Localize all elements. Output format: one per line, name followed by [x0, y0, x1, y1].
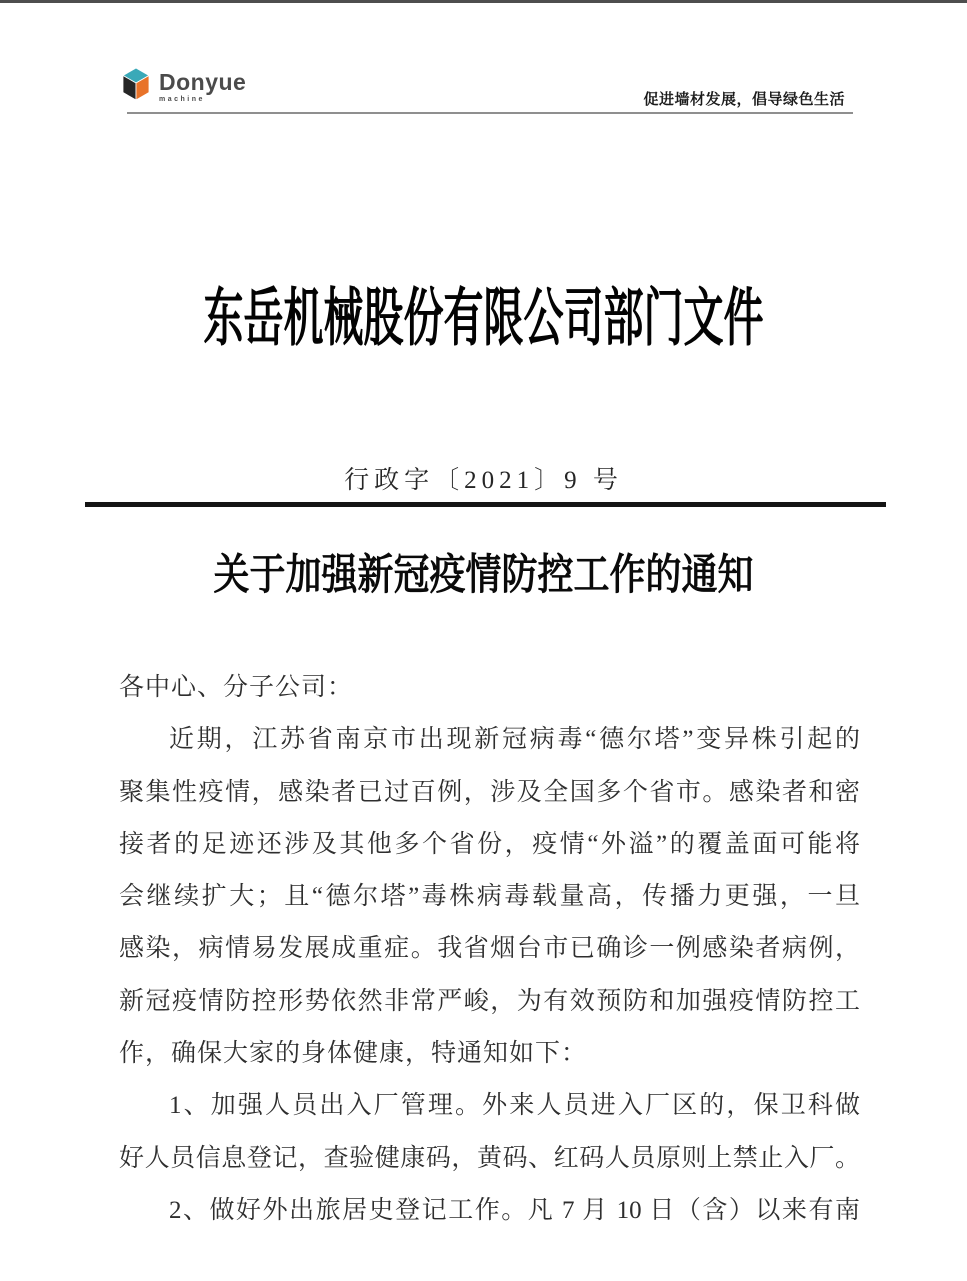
header-divider-line [127, 112, 853, 114]
body-line: 2、做好外出旅居史登记工作。凡 7 月 10 日（含）以来有南 [169, 1196, 860, 1224]
body-line: 会继续扩大；且“德尔塔”毒株病毒载量高，传播力更强，一旦 [119, 883, 860, 911]
body-lines [119, 662, 860, 1237]
company-slogan: 促进墙材发展，倡导绿色生活 [643, 91, 845, 108]
title-divider-rule [85, 502, 886, 507]
logo-brand-name: Donyue [159, 69, 247, 95]
body-line: 作，确保大家的身体健康，特通知如下： [119, 1040, 588, 1068]
body-line: 接者的足迹还涉及其他多个省份，疫情“外溢”的覆盖面可能将 [119, 830, 860, 858]
document-number: 行政字〔2021〕9 号 [344, 467, 623, 494]
body-line: 感染，病情易发展成重症。我省烟台市已确诊一例感染者病例， [119, 935, 860, 963]
notice-subject-title: 关于加强新冠疫情防控工作的通知 [213, 551, 754, 599]
body-line: 近期，江苏省南京市出现新冠病毒“德尔塔”变异株引起的 [169, 726, 860, 754]
cube-logo-icon [122, 67, 150, 101]
company-logo [122, 67, 246, 103]
body-line: 1、加强人员出入厂管理。外来人员进入厂区的，保卫科做 [169, 1092, 860, 1120]
document-title: 东岳机械股份有限公司部门文件 [203, 282, 764, 354]
body-line: 新冠疫情防控形势依然非常严峻，为有效预防和加强疫情防控工 [119, 987, 860, 1015]
body-line: 聚集性疫情，感染者已过百例，涉及全国多个省市。感染者和密 [119, 778, 860, 806]
logo-text [159, 71, 246, 103]
top-border-strip [0, 0, 967, 3]
logo-brand-subtitle: machine [159, 96, 205, 103]
body-line: 好人员信息登记，查验健康码，黄码、红码人员原则上禁止入厂。 [119, 1144, 860, 1172]
body-line: 各中心、分子公司： [119, 674, 354, 701]
